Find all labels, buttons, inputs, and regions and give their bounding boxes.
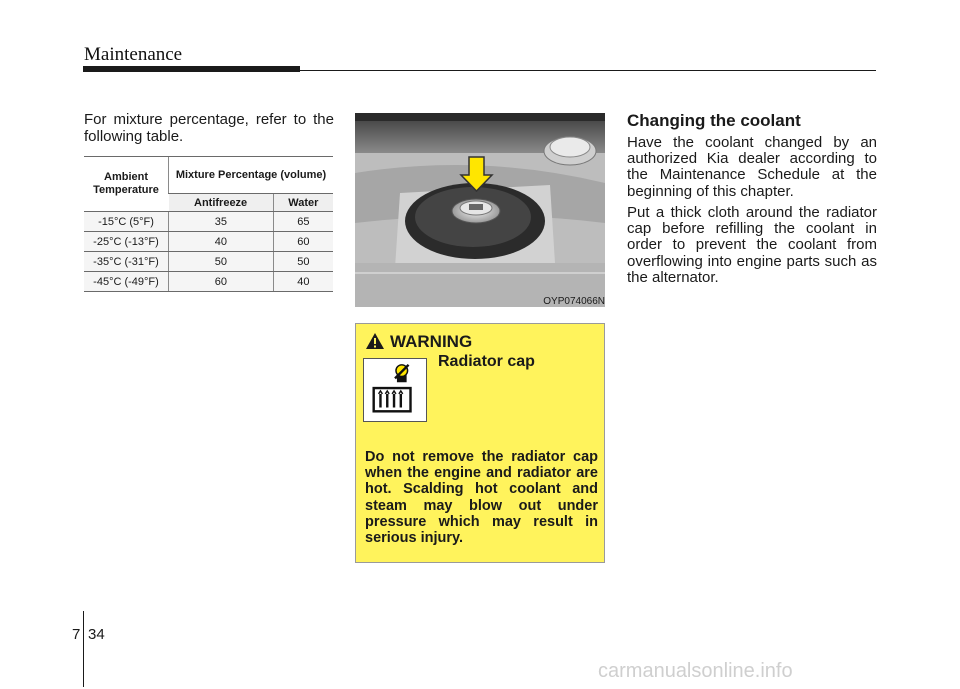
header-rule xyxy=(300,70,876,71)
paragraph: Have the coolant changed by an authorized Kia dealer according to the Maintenance Schedule at the beginning of this chapter. xyxy=(627,134,877,200)
intro-text: For mixture percentage, refer to the following table. xyxy=(84,111,334,145)
section-heading: Changing the coolant xyxy=(627,111,801,130)
table-cell: 40 xyxy=(169,232,274,252)
table-cell: 50 xyxy=(273,252,333,272)
watermark: carmanualsonline.info xyxy=(598,660,793,682)
table-cell: 60 xyxy=(169,272,274,292)
table-cell: -45°C (-49°F) xyxy=(84,272,169,292)
table-row xyxy=(84,252,333,272)
table-row xyxy=(84,272,333,292)
warning-subtitle: Radiator cap xyxy=(438,353,535,370)
table-cell: -15°C (5°F) xyxy=(84,212,169,232)
table-header-temperature: Ambient Temperature xyxy=(84,157,169,212)
paragraph: Put a thick cloth around the radiator cap before refilling the coolant in order to prevent the coolant from overflowing into engine parts such as the alternator. xyxy=(627,204,877,286)
hot-radiator-icon xyxy=(363,358,427,422)
mixture-table xyxy=(84,156,333,292)
table-cell: 35 xyxy=(169,212,274,232)
warning-text: Do not remove the radiator cap when the engine and radiator are hot. Scalding hot coolant and steam may blow out under pressure which may result in serious injury. xyxy=(365,449,598,547)
chapter-number: 7 xyxy=(72,626,81,643)
radiator-cap-photo xyxy=(355,113,605,307)
table-cell: -25°C (-13°F) xyxy=(84,232,169,252)
warning-triangle-icon xyxy=(365,332,385,350)
table-row xyxy=(84,212,333,232)
footer-rule xyxy=(83,611,84,687)
table-cell: -35°C (-31°F) xyxy=(84,252,169,272)
table-row xyxy=(84,232,333,252)
table-cell: 60 xyxy=(273,232,333,252)
page-number: 34 xyxy=(88,626,105,643)
table-cell: 65 xyxy=(273,212,333,232)
table-header-mixture: Mixture Percentage (volume) xyxy=(169,157,334,194)
table-cell: 50 xyxy=(169,252,274,272)
header-bar xyxy=(83,66,300,72)
page-header-title: Maintenance xyxy=(84,44,183,65)
table-cell: 40 xyxy=(273,272,333,292)
table-subheader-antifreeze: Antifreeze xyxy=(169,194,274,212)
photo-caption: OYP074066N xyxy=(543,296,605,307)
table-subheader-water: Water xyxy=(273,194,333,212)
warning-title: WARNING xyxy=(390,332,473,351)
